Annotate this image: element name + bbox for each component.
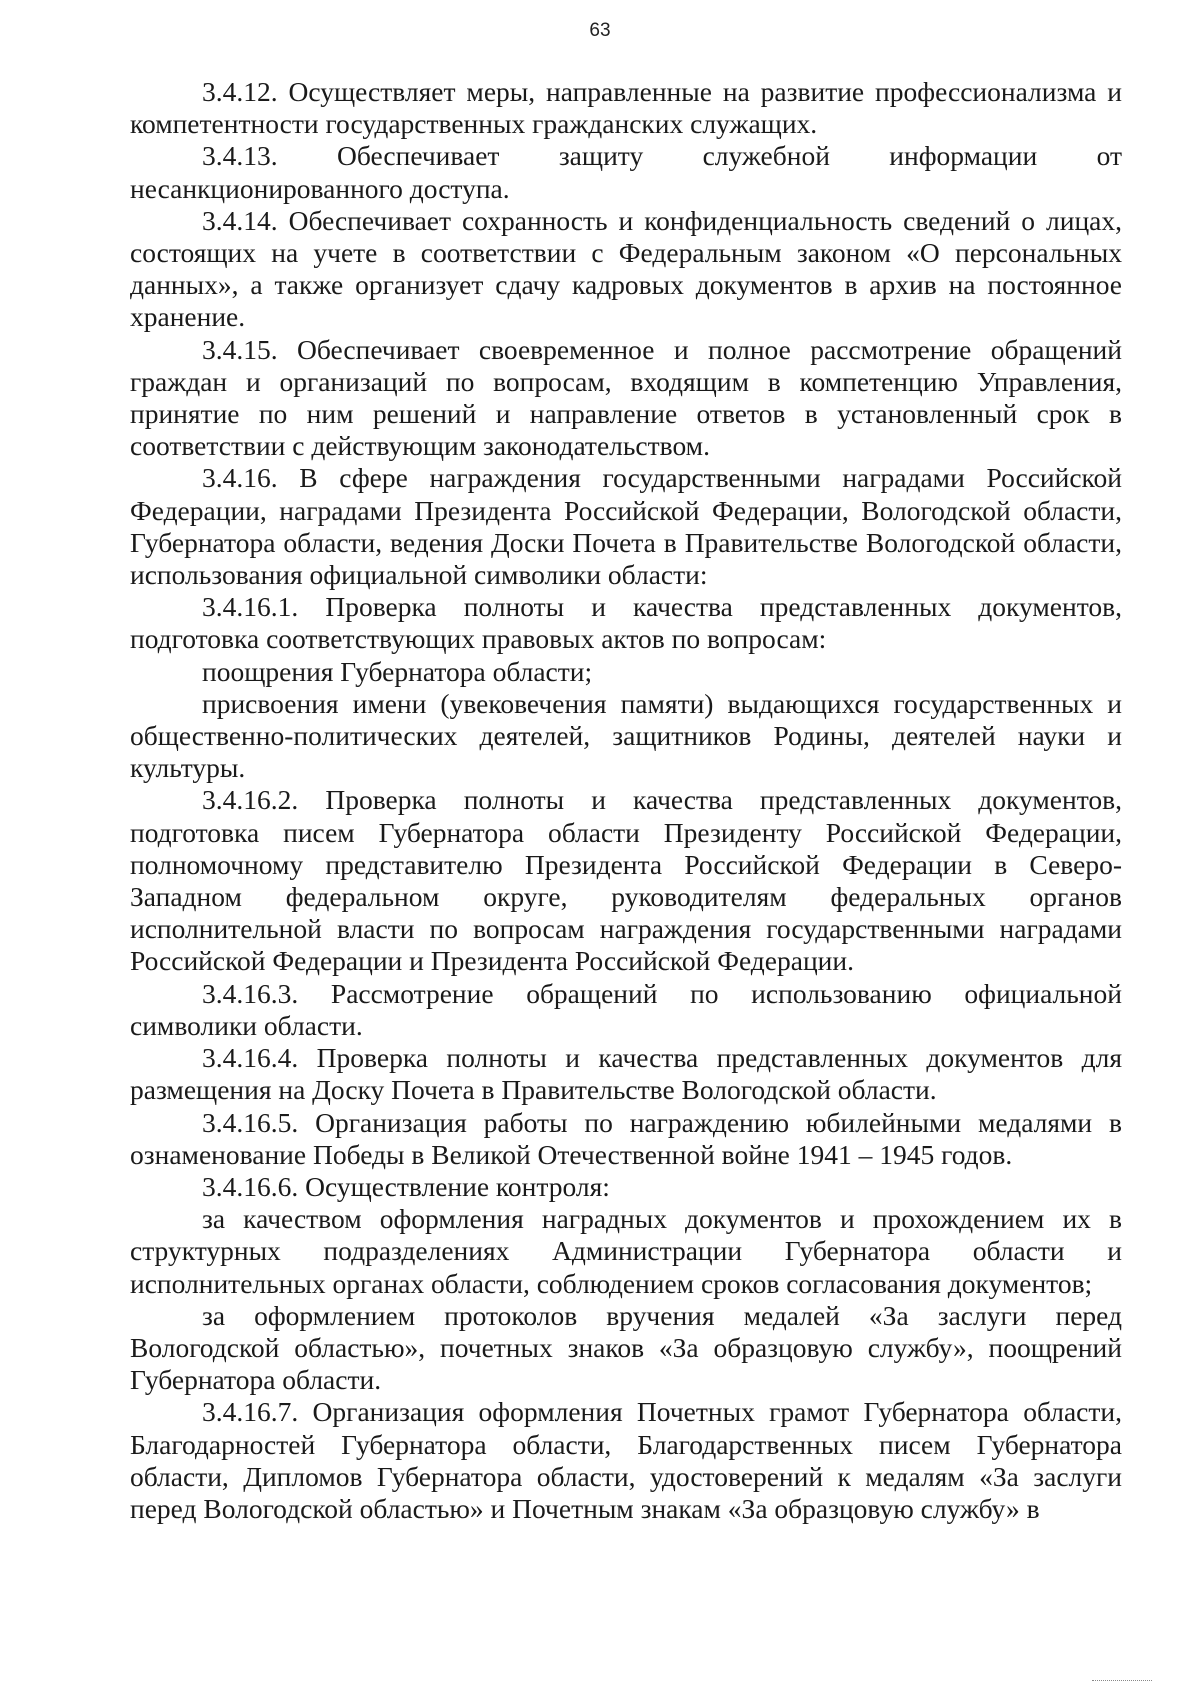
paragraph-3-4-15: 3.4.15. Обеспечивает своевременное и полное рассмотрение обращений граждан и организаций по вопросам, входящим в компетенцию Управления, принятие по ним решений и направление ответов в установленный срок в соответствии с действующим законодательством. bbox=[130, 333, 1122, 462]
list-item-award-documents-control: за качеством оформления наградных документов и прохождением их в структурных подразделениях Администрации Губернатора области и исполнительных органах области, соблюдением сроков согласования документов; bbox=[130, 1203, 1122, 1299]
paragraph-3-4-16-3: 3.4.16.3. Рассмотрение обращений по использованию официальной символики области. bbox=[130, 977, 1122, 1041]
paragraph-3-4-16: 3.4.16. В сфере награждения государственными наградами Российской Федерации, наградами Президента Российской Федерации, Вологодской области, Губернатора области, ведения Доски Почета в Правительстве Вологодской области, использования официальной символики области: bbox=[130, 462, 1122, 591]
list-item-protocols-control: за оформлением протоколов вручения медалей «За заслуги перед Вологодской областью», почетных знаков «За образцовую службу», поощрений Губернатора области. bbox=[130, 1299, 1122, 1396]
paragraph-3-4-16-5: 3.4.16.5. Организация работы по награждению юбилейными медалями в ознаменование Победы в Великой Отечественной войне 1941 – 1945 годов. bbox=[130, 1106, 1122, 1170]
scan-artifact bbox=[1092, 1680, 1152, 1687]
list-item-encouragement: поощрения Губернатора области; bbox=[202, 655, 593, 687]
paragraph-3-4-16-2: 3.4.16.2. Проверка полноты и качества представленных документов, подготовка писем Губернатора области Президенту Российской Федерации, полномочному представителю Президента Российской Федерации в Северо-Западном федеральном округе, руководителям федеральных органов исполнительной власти по вопросам награждения государственными наградами Российской Федерации и Президента Российской Федерации. bbox=[130, 784, 1122, 977]
paragraph-3-4-16-1: 3.4.16.1. Проверка полноты и качества представленных документов, подготовка соответствующих правовых актов по вопросам: bbox=[130, 591, 1122, 655]
paragraph-3-4-16-4: 3.4.16.4. Проверка полноты и качества представленных документов для размещения на Доску Почета в Правительстве Вологодской области. bbox=[130, 1042, 1122, 1106]
document-body bbox=[130, 76, 1122, 1525]
paragraph-3-4-14: 3.4.14. Обеспечивает сохранность и конфиденциальность сведений о лицах, состоящих на учете в соответствии с Федеральным законом «О персональных данных», а также организует сдачу кадровых документов в архив на постоянное хранение. bbox=[130, 204, 1122, 333]
paragraph-3-4-13: 3.4.13. Обеспечивает защиту служебной информации от несанкционированного доступа. bbox=[130, 140, 1122, 204]
list-item-naming: присвоения имени (увековечения памяти) выдающихся государственных и общественно-политических деятелей, защитников Родины, деятелей науки и культуры. bbox=[130, 687, 1122, 784]
paragraph-3-4-16-7: 3.4.16.7. Организация оформления Почетных грамот Губернатора области, Благодарностей Губернатора области, Благодарственных писем Губернатора области, Дипломов Губернатора области, удостоверений к медалям «За заслуги перед Вологодской областью» и Почетным знакам «За образцовую службу» в bbox=[130, 1396, 1122, 1524]
paragraph-3-4-16-6: 3.4.16.6. Осуществление контроля: bbox=[202, 1170, 610, 1202]
page-number: 63 bbox=[589, 20, 611, 41]
paragraph-3-4-12: 3.4.12. Осуществляет меры, направленные на развитие профессионализма и компетентности государственных гражданских служащих. bbox=[130, 76, 1122, 140]
